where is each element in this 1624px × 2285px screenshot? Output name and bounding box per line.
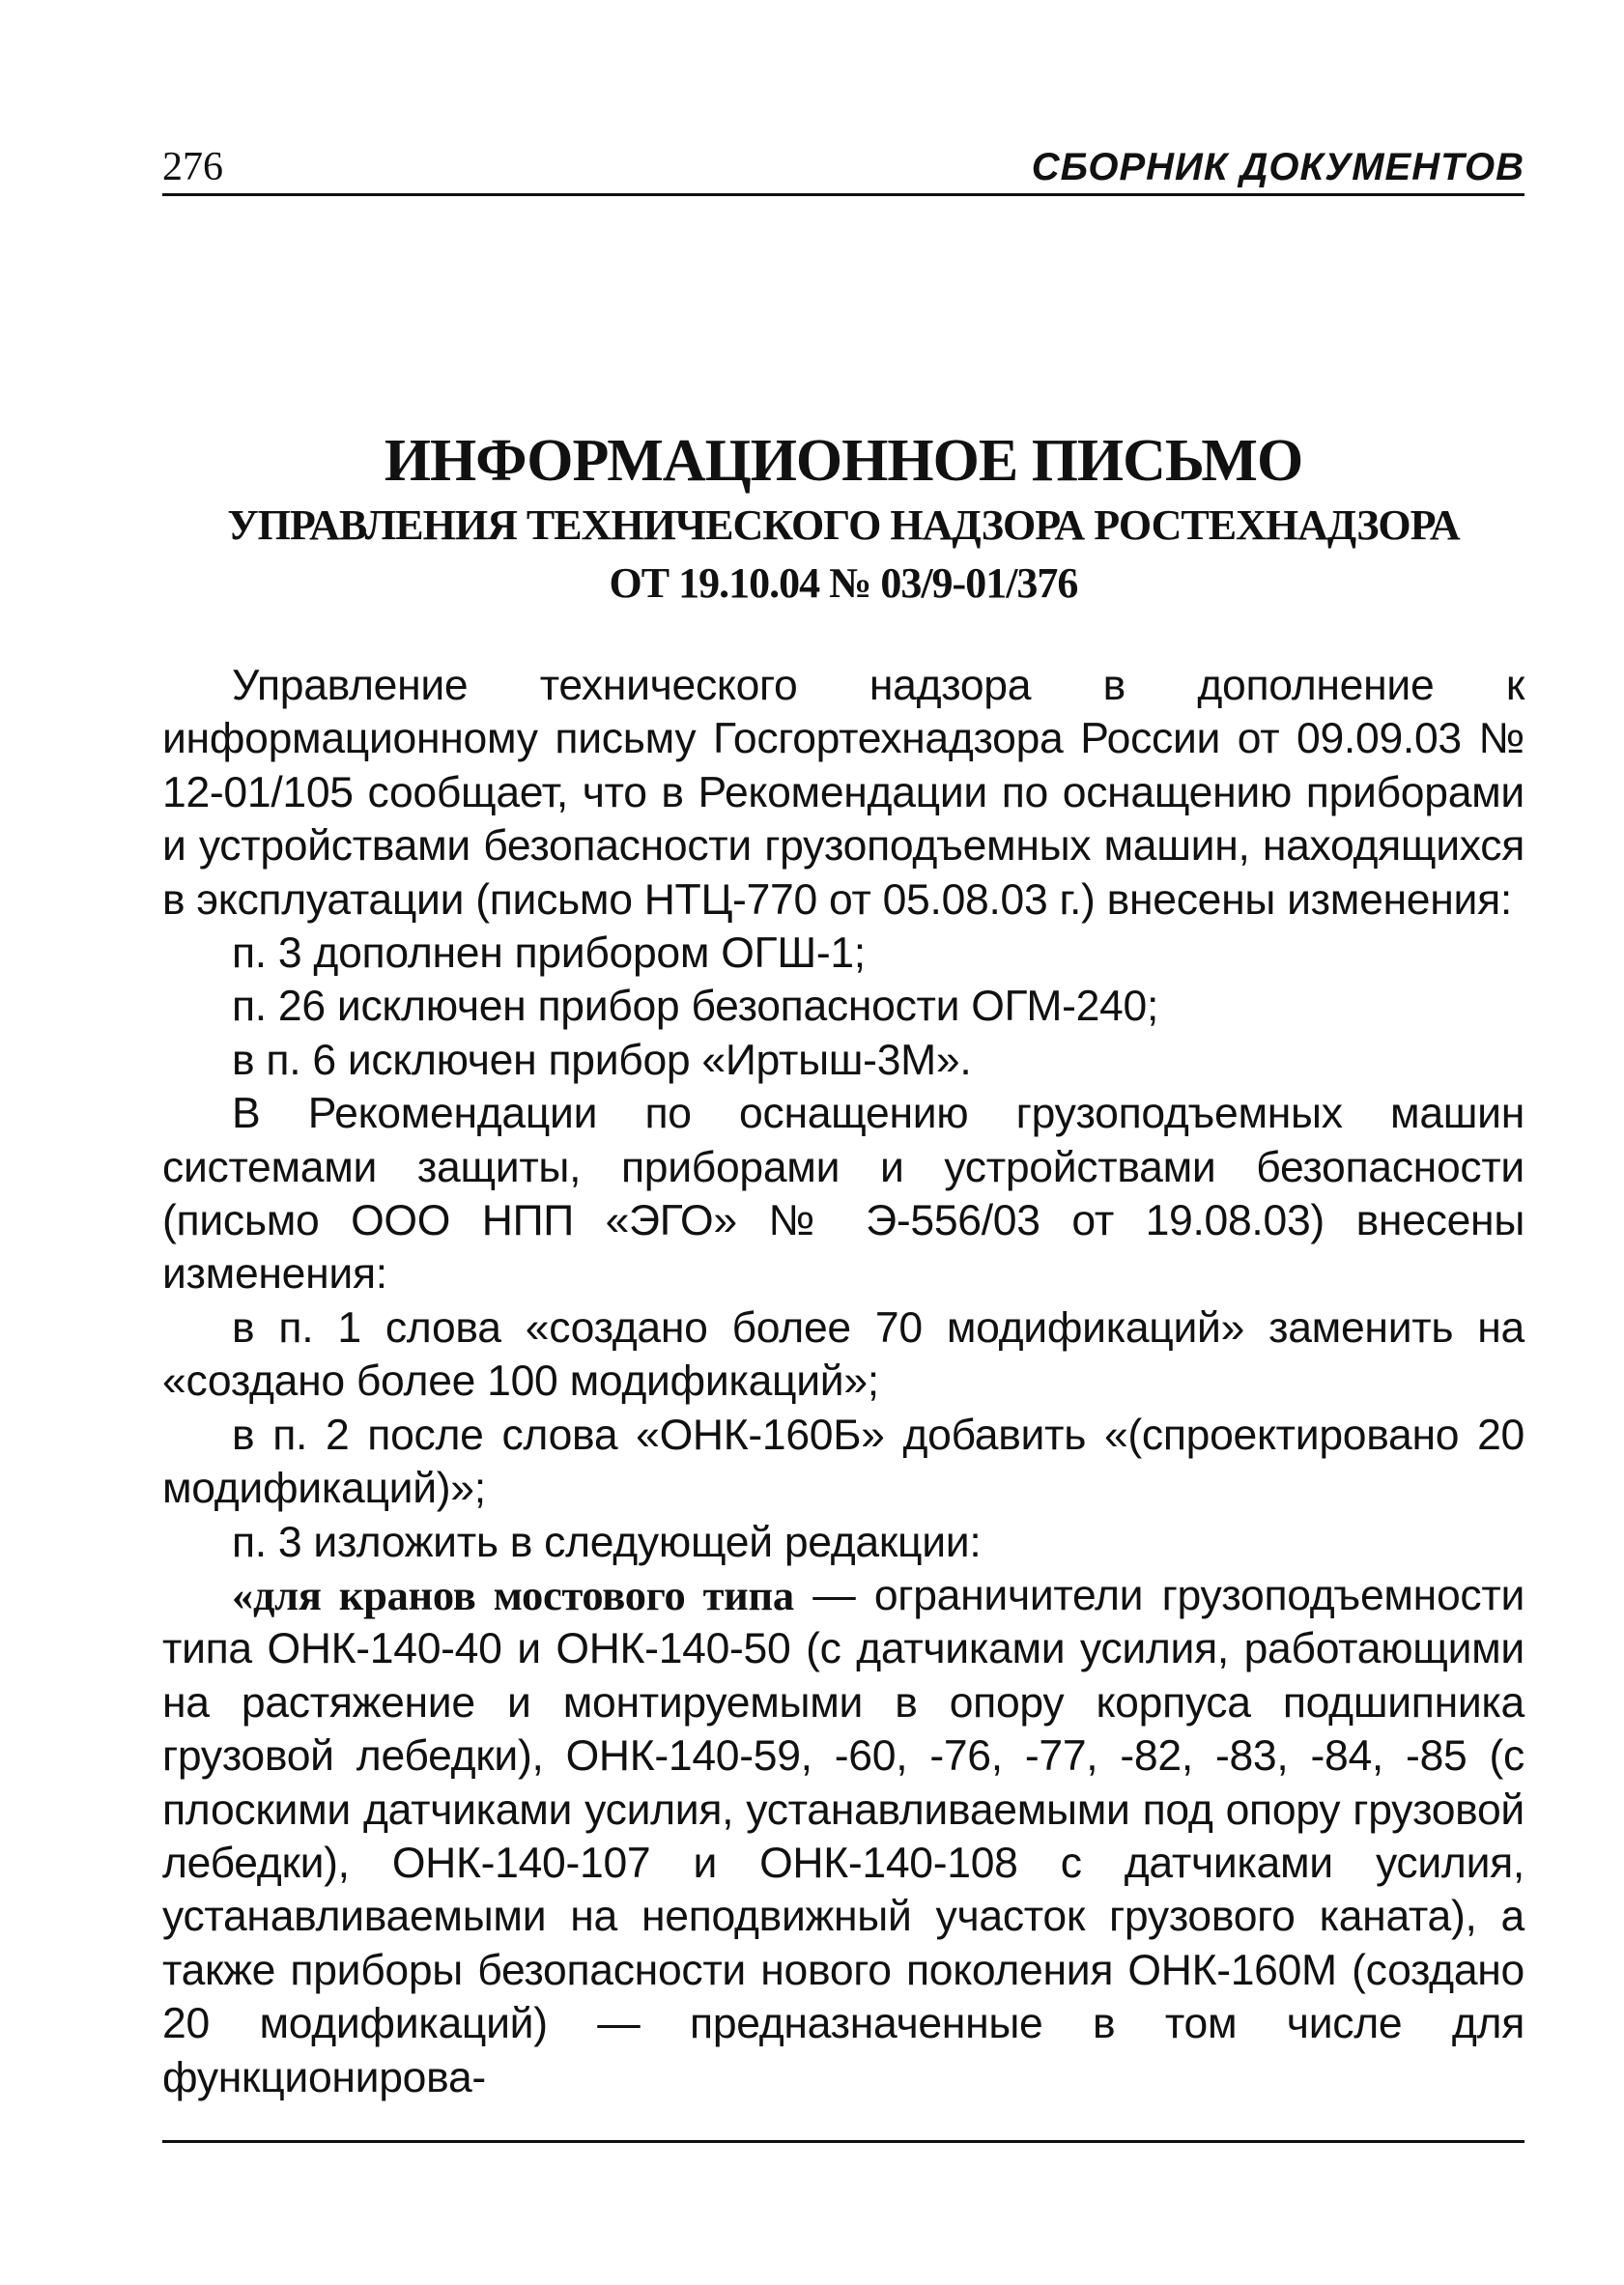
list-item: п. 3 изложить в следующей редакции:: [232, 1518, 982, 1566]
page-header: [162, 140, 1524, 194]
paragraph-third: [162, 1569, 1524, 2104]
document-title: [162, 425, 1524, 613]
list-item: п. 26 исключен прибор безопасности ОГМ-240;: [232, 983, 1159, 1031]
title-date-number: ОТ 19.10.04 № 03/9-01/376: [609, 559, 1078, 607]
title-issuer: УПРАВЛЕНИЯ ТЕХНИЧЕСКОГО НАДЗОРА РОСТЕХНАДЗОРА: [227, 501, 1460, 549]
list-item: в п. 2 после слова «ОНК-160Б» добавить «(спроектировано 20 модификаций)»;: [162, 1411, 1524, 1513]
page-number: 276: [162, 145, 223, 189]
header-divider: [162, 193, 1524, 196]
footer-divider: [162, 2140, 1524, 2143]
title-heading: ИНФОРМАЦИОННОЕ ПИСЬМО: [384, 428, 1303, 494]
list-item: п. 3 дополнен прибором ОГШ-1;: [232, 929, 866, 978]
bold-lead: «для кранов мостового типа: [232, 1570, 794, 1619]
list-item: в п. 6 исключен прибор «Иртыш-3М».: [232, 1036, 972, 1084]
paragraph-intro: Управление технического надзора в дополнение к информационному письму Госгортехнадзора России от 09.09.03 № 12-01/105 сообщает, что в Рекомендации по оснащению приборами и устройствами безопасности грузоподъемных машин, находящихся в эксплуатации (письмо НТЦ-770 от 05.08.03 г.) внесены изменения:: [162, 662, 1524, 924]
paragraph-third-text: — ограничители грузоподъемности типа ОНК-140-40 и ОНК-140-50 (с датчиками усилия, работающими на растяжение и монтируемыми в опору корпуса подшипника грузовой лебедки), ОНК-140-59, -60, -76, -77, -82, -83, -84, -85 (с плоскими датчиками усилия, устанавливаемыми под опору грузовой лебедки), ОНК-140-107 и ОНК-140-108 с датчиками усилия, устанавливаемыми на неподвижный участок грузового каната), а также приборы безопасности нового поколения ОНК-160М (создано 20 модификаций) — предназначенные в том числе для функционирова-: [162, 1571, 1524, 2101]
running-title: СБОРНИК ДОКУМЕНТОВ: [1031, 146, 1524, 188]
paragraph-second: В Рекомендации по оснащению грузоподъемных машин системами защиты, приборами и устройствами безопасности (письмо ООО НПП «ЭГО» № Э-556/03 от 19.08.03) внесены изменения:: [162, 1090, 1524, 1299]
list-item: в п. 1 слова «создано более 70 модификаций» заменить на «создано более 100 модификаций»;: [162, 1303, 1524, 1406]
letter-body: [162, 659, 1524, 2104]
